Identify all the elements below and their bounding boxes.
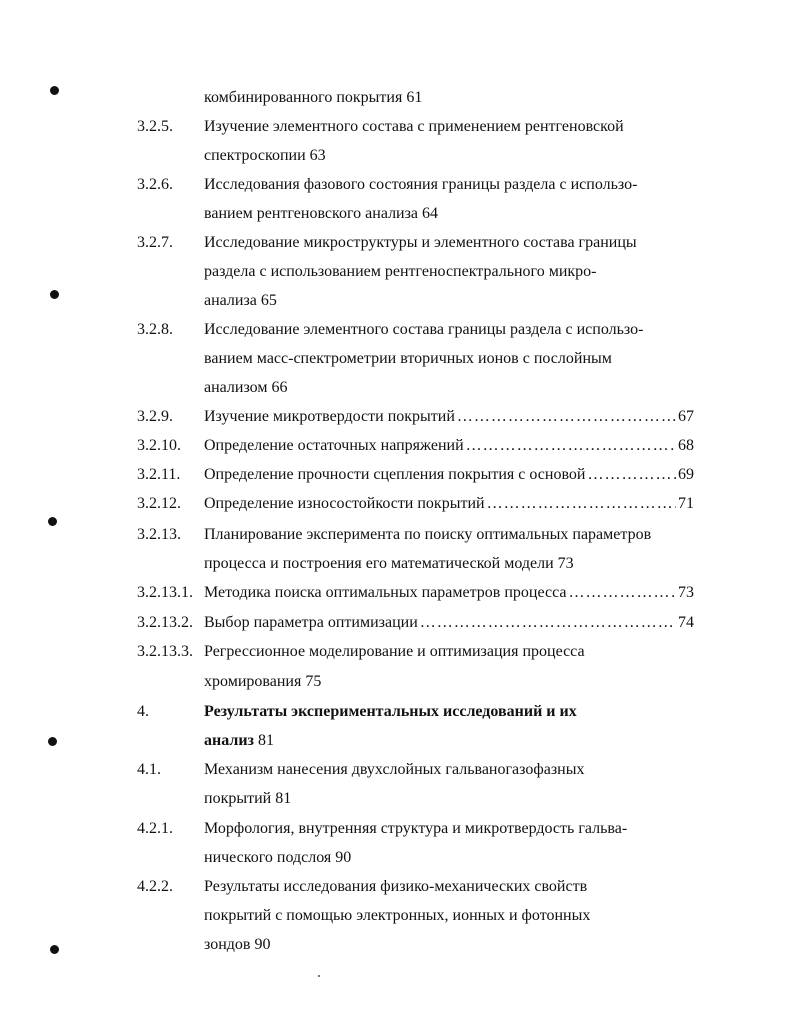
toc-entry-last-line <box>204 492 694 516</box>
toc-entry <box>0 318 796 342</box>
toc-entry <box>0 581 796 605</box>
toc-entry-text: Определение прочности сцепления покрытия с основой <box>204 466 586 483</box>
toc-entry-text: Изучение микротвердости покрытий <box>204 408 455 425</box>
toc-entry-last-line <box>204 463 694 487</box>
toc-entry-text: нического подслоя <box>204 849 332 866</box>
toc-entry <box>0 405 796 429</box>
toc-page-number: 74 <box>678 614 694 631</box>
toc-entry-text: раздела с использованием рентгеноспектрального микро- <box>204 263 597 280</box>
toc-page-number: 68 <box>678 437 694 454</box>
toc-entry-continuation <box>0 904 796 928</box>
toc-page-number: 90 <box>335 849 352 866</box>
toc-page-number: 63 <box>309 147 326 164</box>
toc-entry <box>0 640 796 664</box>
toc-page-number: 90 <box>254 936 271 953</box>
toc-entry <box>0 173 796 197</box>
toc-entry <box>0 492 796 516</box>
toc-page-number: 81 <box>257 732 274 749</box>
toc-page-number: 61 <box>406 89 423 106</box>
toc-entry-continuation <box>0 347 796 371</box>
toc-entry <box>0 523 796 547</box>
toc-section-number: 3.2.13.3. <box>137 643 193 660</box>
toc-entry-continuation <box>0 260 796 284</box>
toc-section-number: 3.2.13.1. <box>137 584 193 601</box>
binder-hole-1 <box>50 86 59 95</box>
toc-entry-text: покрытий с помощью электронных, ионных и фотонных <box>204 907 591 924</box>
toc-entry-text: Морфология, внутренняя структура и микротвердость гальва- <box>204 820 628 837</box>
toc-entry-text: Изучение элементного состава с применением рентгеновской <box>204 118 624 135</box>
toc-entry-last-line <box>204 611 694 635</box>
toc-entry-text: Определение остаточных напряжений <box>204 437 464 454</box>
dot-leader <box>457 405 676 429</box>
toc-page-number: 64 <box>422 205 439 222</box>
toc-entry-text: анализа <box>204 292 257 309</box>
toc-entry-text: Регрессионное моделирование и оптимизация процесса <box>204 643 585 660</box>
toc-page-number: 67 <box>678 408 694 425</box>
toc-page-number: 81 <box>275 790 292 807</box>
dot-leader <box>587 463 676 487</box>
binder-hole-5 <box>50 945 59 954</box>
toc-section-number: 3.2.7. <box>137 234 173 251</box>
toc-entry-text: Планирование эксперимента по поиску оптимальных параметров <box>204 526 652 543</box>
toc-entry <box>0 758 796 782</box>
toc-entry-text: анализом <box>204 379 268 396</box>
toc-entry-text: хромирования <box>204 673 302 690</box>
toc-entry-last-line <box>204 581 694 605</box>
toc-chapter-entry <box>0 700 796 724</box>
toc-entry-text: Механизм нанесения двухслойных гальваногазофазных <box>204 761 585 778</box>
toc-entry-text: Результаты исследования физико-механических свойств <box>204 878 588 895</box>
toc-entry-text: ванием масс-спектрометрии вторичных ионов с послойным <box>204 350 612 367</box>
toc-entry-text: Выбор параметра оптимизации <box>204 614 418 631</box>
toc-section-number: 4.1. <box>137 761 161 778</box>
toc-entry-text: Методика поиска оптимальных параметров процесса <box>204 584 567 601</box>
dot-leader <box>568 581 676 605</box>
toc-entry <box>0 817 796 841</box>
toc-section-number: 3.2.6. <box>137 176 173 193</box>
toc-page-number: 65 <box>260 292 277 309</box>
toc-entry-text: комбинированного покрытия <box>204 89 403 106</box>
toc-entry <box>0 231 796 255</box>
toc-section-number: 3.2.8. <box>137 321 173 338</box>
toc-entry-text: Исследования фазового состояния границы раздела с использо- <box>204 176 638 193</box>
toc-page-number: 73 <box>557 555 574 572</box>
toc-chapter-title: анализ <box>204 732 254 749</box>
toc-entry-text: Исследование микроструктуры и элементного состава границы <box>204 234 637 251</box>
toc-section-number: 4.2.2. <box>137 878 173 895</box>
dot-leader <box>487 492 676 516</box>
dot-leader <box>420 611 676 635</box>
toc-entry-text: ванием рентгеновского анализа <box>204 205 419 222</box>
toc-entry <box>0 434 796 458</box>
toc-page-number: 66 <box>271 379 288 396</box>
toc-entry-last-line <box>204 434 694 458</box>
toc-section-number: 3.2.9. <box>137 408 173 425</box>
binder-hole-4 <box>48 737 57 746</box>
toc-entry-text: покрытий <box>204 790 272 807</box>
toc-entry-text: зондов <box>204 936 251 953</box>
toc-page-number: 73 <box>678 584 694 601</box>
toc-entry <box>0 115 796 139</box>
toc-section-number: 4. <box>137 703 149 720</box>
toc-section-number: 3.2.13.2. <box>137 614 193 631</box>
toc-page-number: 71 <box>678 495 694 512</box>
toc-entry-text: Определение износостойкости покрытий <box>204 495 485 512</box>
toc-section-number: 4.2.1. <box>137 820 173 837</box>
toc-entry-last-line <box>204 405 694 429</box>
binder-hole-2 <box>50 290 59 299</box>
dot-leader <box>466 434 676 458</box>
toc-section-number: 3.2.12. <box>137 495 181 512</box>
toc-entry-text: спектроскопии <box>204 147 306 164</box>
toc-entry-text: процесса и построения его математической модели <box>204 555 554 572</box>
toc-section-number: 3.2.11. <box>137 466 181 483</box>
toc-section-number: 3.2.10. <box>137 437 181 454</box>
toc-entry <box>0 611 796 635</box>
toc-page-number: 75 <box>305 673 322 690</box>
toc-chapter-title: Результаты экспериментальных исследований и их <box>204 703 577 720</box>
toc-entry <box>0 875 796 899</box>
scan-speck <box>318 975 320 977</box>
toc-entry-text: Исследование элементного состава границы раздела с использо- <box>204 321 644 338</box>
toc-section-number: 3.2.13. <box>137 526 181 543</box>
toc-section-number: 3.2.5. <box>137 118 173 135</box>
toc-page-number: 69 <box>678 466 694 483</box>
toc-entry <box>0 463 796 487</box>
